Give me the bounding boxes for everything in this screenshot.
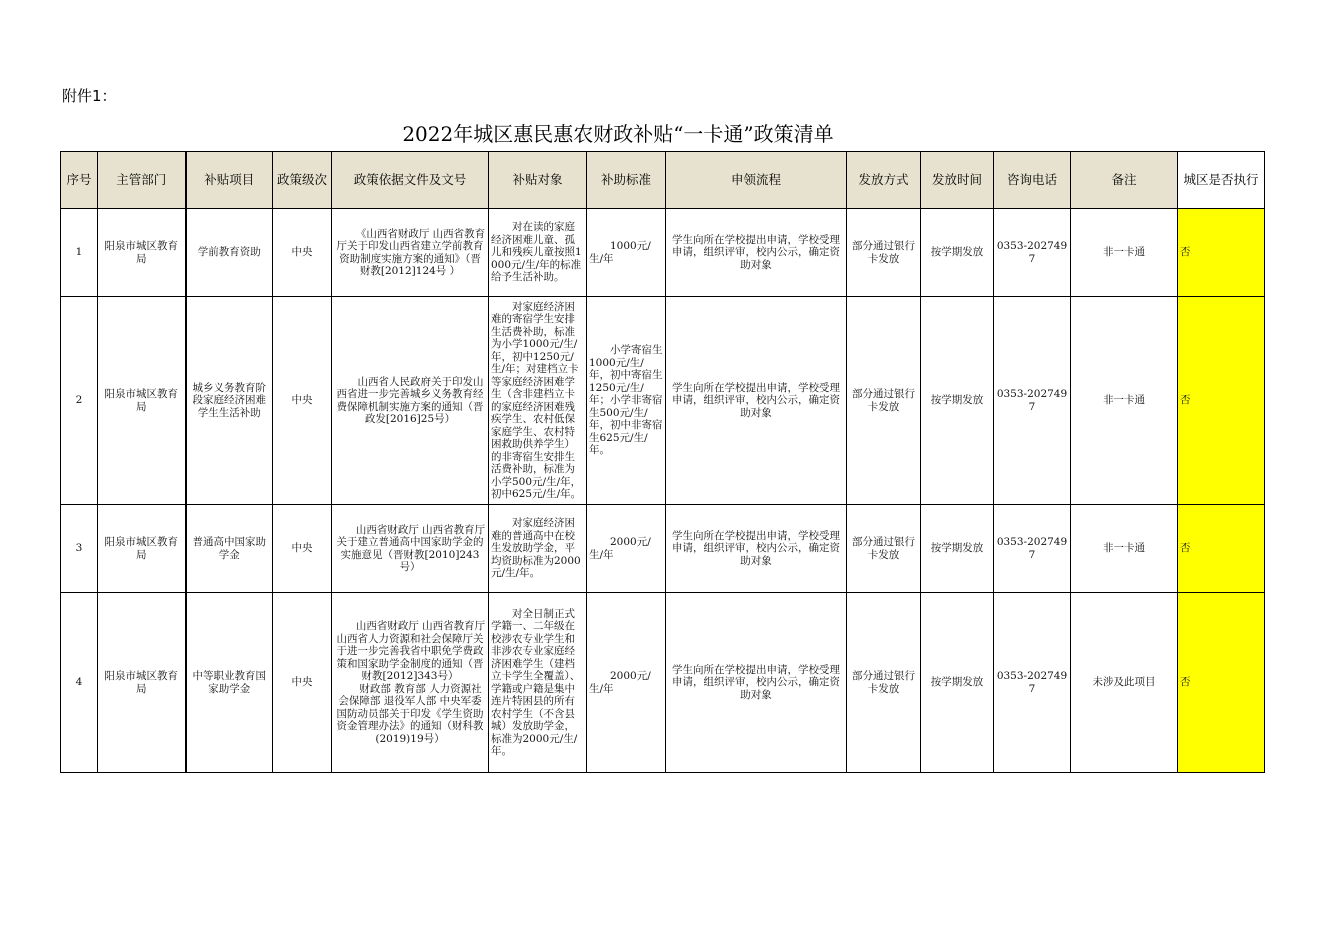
table-row [61, 505, 1265, 593]
header-standard: 补助标准 [587, 152, 666, 209]
row-process: 学生向所在学校提出申请，学校受理申请，组织评审，校内公示，确定资助对象 [666, 209, 847, 297]
row-target: 对全日制正式学籍一、二年级在校涉农专业学生和非涉农专业家庭经济困难学生（建档立卡学生全覆盖）、学籍或户籍是集中连片特困县的所有农村学生（不含县城）发放助学金，标准为2000元/生/年。 [489, 593, 587, 773]
row-time: 按学期发放 [921, 297, 994, 505]
row-target: 对家庭经济困难的寄宿学生安排生活费补助，标准为小学1000元/生/年，初中1250元/生/年；对建档立卡等家庭经济困难学生（含非建档立卡的家庭经济困难残疾学生、农村低保家庭学生、农村特困救助供养学生）的非寄宿生安排生活费补助，标准为小学500元/生/年，初中625元/生/年。 [489, 297, 587, 505]
header-target: 补贴对象 [489, 152, 587, 209]
row-exec: 否 [1178, 593, 1265, 773]
row-phone: 0353-2027497 [994, 297, 1071, 505]
row-no: 3 [61, 505, 98, 593]
row-method: 部分通过银行卡发放 [847, 209, 921, 297]
table-row [61, 209, 1265, 297]
row-time: 按学期发放 [921, 209, 994, 297]
row-level: 中央 [273, 505, 332, 593]
row-basis: 《山西省财政厅 山西省教育厅关于印发山西省建立学前教育资助制度实施方案的通知》（晋财教[2012]124号 ） [332, 209, 489, 297]
row-process: 学生向所在学校提出申请，学校受理申请，组织评审，校内公示，确定资助对象 [666, 505, 847, 593]
row-note: 非一卡通 [1071, 505, 1178, 593]
attachment-label: 附件1： [62, 87, 117, 105]
header-dept: 主管部门 [98, 152, 186, 209]
row-note: 非一卡通 [1071, 209, 1178, 297]
row-basis: 山西省财政厅 山西省教育厅关于建立普通高中国家助学金的实施意见（晋财教[2010]243号） [332, 505, 489, 593]
header-process: 申领流程 [666, 152, 847, 209]
header-no: 序号 [61, 152, 98, 209]
page-title: 2022年城区惠民惠农财政补贴“一卡通”政策清单 [402, 122, 834, 146]
row-item: 中等职业教育国家助学金 [186, 593, 273, 773]
row-time: 按学期发放 [921, 505, 994, 593]
row-basis-part2: 财政部 教育部 人力资源社会保障部 退役军人部 中央军委国防动员部关于印发《学生资助资金管理办法》的通知（财科教(2019)19号） [336, 682, 484, 745]
table-row [61, 297, 1265, 505]
row-item: 普通高中国家助学金 [186, 505, 273, 593]
table-row [61, 593, 1265, 773]
header-time: 发放时间 [921, 152, 994, 209]
row-method: 部分通过银行卡发放 [847, 593, 921, 773]
row-phone: 0353-2027497 [994, 209, 1071, 297]
row-item: 学前教育资助 [186, 209, 273, 297]
row-standard: 2000元/生/年 [587, 505, 666, 593]
row-exec: 否 [1178, 297, 1265, 505]
row-note: 非一卡通 [1071, 297, 1178, 505]
row-standard: 1000元/生/年 [587, 209, 666, 297]
row-method: 部分通过银行卡发放 [847, 505, 921, 593]
row-method: 部分通过银行卡发放 [847, 297, 921, 505]
row-dept: 阳泉市城区教育局 [98, 505, 186, 593]
row-phone: 0353-2027497 [994, 505, 1071, 593]
header-basis: 政策依据文件及文号 [332, 152, 489, 209]
row-standard: 2000元/生/年 [587, 593, 666, 773]
row-standard: 小学寄宿生1000元/生/年，初中寄宿生1250元/生/年；小学非寄宿生500元/生/年，初中非寄宿生625元/生/年。 [587, 297, 666, 505]
row-target: 对在读的家庭经济困难儿童、孤儿和残疾儿童按照1000元/生/年的标准给予生活补助。 [489, 209, 587, 297]
row-no: 2 [61, 297, 98, 505]
row-time: 按学期发放 [921, 593, 994, 773]
row-note: 未涉及此项目 [1071, 593, 1178, 773]
row-no: 1 [61, 209, 98, 297]
row-basis-part1: 山西省财政厅 山西省教育厅 山西省人力资源和社会保障厅关于进一步完善我省中职免学费政策和国家助学金制度的通知（晋财教[2012]343号） [336, 620, 486, 682]
header-row [61, 152, 1265, 209]
row-level: 中央 [273, 297, 332, 505]
row-process: 学生向所在学校提出申请，学校受理申请，组织评审，校内公示，确定资助对象 [666, 297, 847, 505]
row-no: 4 [61, 593, 98, 773]
header-item: 补贴项目 [186, 152, 273, 209]
header-method: 发放方式 [847, 152, 921, 209]
row-dept: 阳泉市城区教育局 [98, 297, 186, 505]
row-basis [332, 593, 489, 773]
row-level: 中央 [273, 209, 332, 297]
row-dept: 阳泉市城区教育局 [98, 209, 186, 297]
row-exec: 否 [1178, 209, 1265, 297]
row-item: 城乡义务教育阶段家庭经济困难学生生活补助 [186, 297, 273, 505]
row-phone: 0353-2027497 [994, 593, 1071, 773]
header-note: 备注 [1071, 152, 1178, 209]
row-target: 对家庭经济困难的普通高中在校生发放助学金，平均资助标准为2000元/生/年。 [489, 505, 587, 593]
row-exec: 否 [1178, 505, 1265, 593]
row-basis: 山西省人民政府关于印发山西省进一步完善城乡义务教育经费保障机制实施方案的通知（晋政发[2016]25号） [332, 297, 489, 505]
header-exec: 城区是否执行 [1178, 152, 1265, 209]
header-phone: 咨询电话 [994, 152, 1071, 209]
row-process: 学生向所在学校提出申请，学校受理申请，组织评审，校内公示，确定资助对象 [666, 593, 847, 773]
row-level: 中央 [273, 593, 332, 773]
row-dept: 阳泉市城区教育局 [98, 593, 186, 773]
policy-table [60, 151, 1265, 773]
header-level: 政策级次 [273, 152, 332, 209]
